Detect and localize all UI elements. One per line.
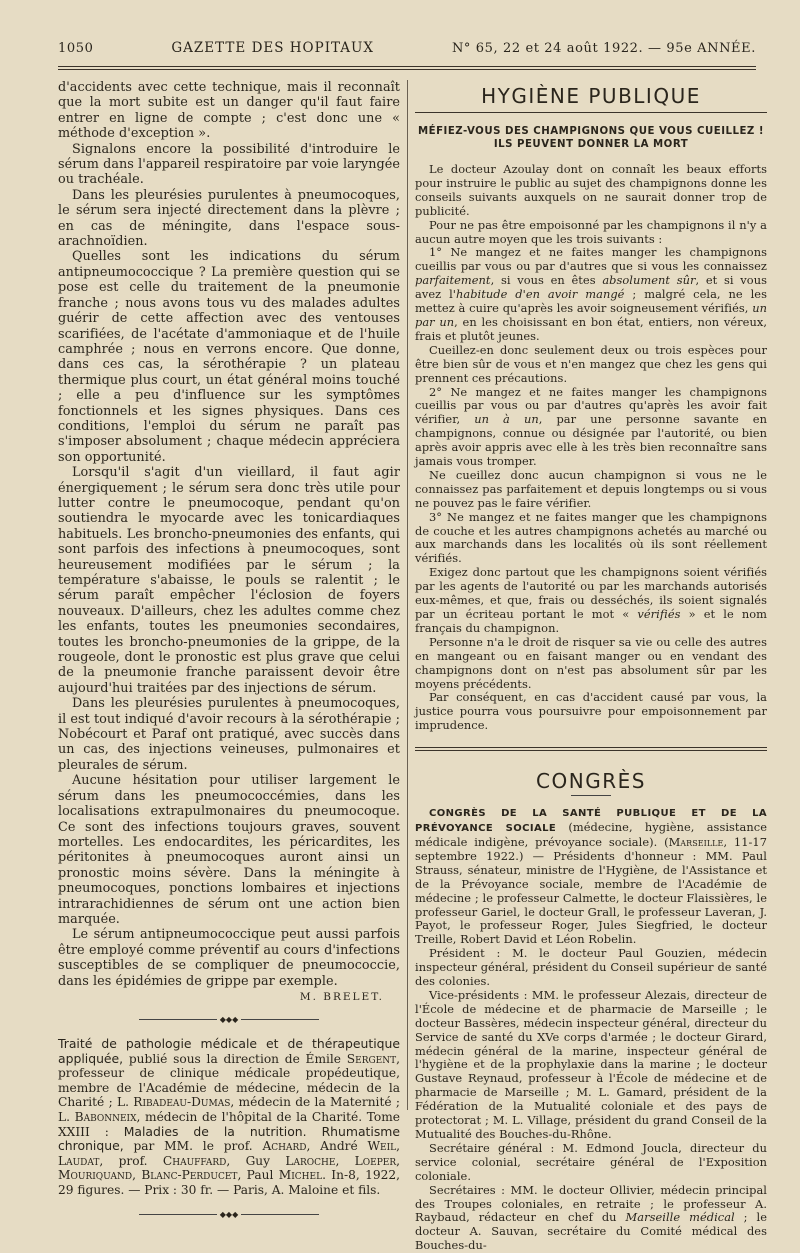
article-title-line: ILS PEUVENT DONNER LA MORT — [493, 139, 689, 150]
book-text: , professeur de clinique médicale propédeutique, membre de l'Académie de médecine, médecin de la Charité ; L. — [58, 1051, 400, 1110]
book-text: , — [396, 1139, 400, 1154]
book-text: , Guy — [226, 1153, 286, 1168]
paragraph: Par conséquent, en cas d'accident causé par vous, la justice pourra vous poursuivre pour empoisonnement par imprudence. — [415, 690, 767, 733]
text: (médecine, hygiène, assistance médicale indigène, prévoyance sociale). ( — [415, 820, 767, 849]
header-rule-bottom — [58, 69, 756, 70]
book-notice — [58, 1037, 400, 1198]
paragraph: Signalons encore la possibilité d'introduire le sérum dans l'appareil respiratoire par voie laryngée ou trachéale. — [58, 141, 400, 188]
author-name: Chauffard — [162, 1153, 227, 1168]
paragraph — [415, 246, 767, 343]
section-heading: HYGIÈNE PUBLIQUE — [481, 84, 701, 108]
author-name: Ribadeau-Dumas — [133, 1095, 231, 1110]
book-text: , André — [306, 1139, 368, 1154]
text: Exigez donc partout que les champignons soient vérifiés par les agents de l'autorité ou par les marchands autorisés eux-mêmes, et que, frais ou desséchés, ils soient signalés par un écriteau portant le mot « — [415, 565, 767, 621]
book-subtitle: Maladies de la nutrition. Rhumatisme chronique, — [58, 1123, 400, 1154]
paragraph: Président : M. le docteur Paul Gouzien, médecin inspecteur général, président du Conseil supérieur de santé des colonies. — [415, 946, 767, 989]
author-signature: M. BRELET. — [299, 990, 384, 1003]
book-text: , — [335, 1153, 355, 1168]
book-text: , Paul — [237, 1168, 279, 1183]
right-column — [415, 80, 768, 1253]
author-name: Mouriquand — [58, 1168, 133, 1183]
book-text: , médecin de la Maternité ; L. — [58, 1095, 400, 1124]
paragraph: Secrétaire général : M. Edmond Joucla, directeur du service colonial, secrétaire général de l'Exposition coloniale. — [415, 1140, 767, 1183]
running-header — [58, 40, 756, 62]
author-name: Laudat — [58, 1153, 100, 1168]
text: , 11-17 septembre 1922.) — Présidents d'honneur : MM. Paul Strauss, sénateur, ministre de l'Hygiène, de l'Assistance et de la Prévoyance sociale, membre de l'Académie de médecine ; le professeur Calmette, le docteur Flaissières, le professeur Gariel, le docteur Grall, le professeur Laveran, J. Payot, le professeur Roger, Jules Siegfried, le docteur Treille, Robert David et Léon Robelin. — [415, 834, 767, 947]
text: 1° Ne mangez et ne faites manger les champignons cueillis par vous ou par d'autres que si vous les connaissez — [415, 245, 767, 274]
congress-title: CONGRÈS DE LA SANTÉ PUBLIQUE ET DE LA PRÉVOYANCE SOCIALE — [415, 808, 767, 835]
divider-line — [241, 1019, 319, 1020]
paragraph: Aucune hésitation pour utiliser largement le sérum dans les pneumococcémies, dans les localisations extrapulmonaires du pneumocoque. Ce sont des infections toujours graves, souvent mortelles. Les endocardites, les péricardites, les péritonites à pneumocoques auront ainsi un pronostic moins sévère. Dans la méningite à pneumocoques, ponctions lombaires et injections intrarachidiennes de sérum ont une action bien marquée. — [58, 773, 400, 927]
publication-title: GAZETTE DES HOPITAUX — [171, 40, 375, 56]
divider-line — [139, 1214, 217, 1215]
italic-text: habitude d'en avoir mangé — [455, 287, 625, 302]
page-number: 1050 — [58, 41, 94, 56]
paragraph: Vice-présidents : MM. le professeur Alezais, directeur de l'École de médecine et de pharmacie de Marseille ; le docteur Bassères, médecin inspecteur général, directeur du Service de santé du XVe corps d'armée ; le docteur Girard, médecin général de la marine, inspecteur général de l'hygiène et de la prophylaxie dans la marine ; le docteur Gustave Reynaud, professeur à l'École de médecine et de pharmacie de Marseille ; M. L. Gamard, président de la Fédération de la Mutualité coloniale et des pays de protectorat ; M. L. Village, président du grand Conseil de la Mutualité des Bouches-du-Rhône. — [415, 987, 767, 1141]
ornament-icon: ◆◆◆ — [219, 1210, 239, 1219]
italic-text: parfaitement — [415, 273, 491, 288]
paragraph: Quelles sont les indications du sérum antipneumococcique ? La première question qui se pose est celle du traitement de la pneumonie franche ; nous avons tous vu des malades adultes guérir de cette affection avec des ventouses scarifiées, de l'acétate d'ammoniaque et de l'huile camphrée ; nous en verrons encore. Que donne, dans ces cas, la sérothérapie ? un plateau thermique plus court, un état général moins touché ; elle a peu d'influence sur les symptômes fonctionnels et les signes physiques. Dans ces conditions, l'emploi du sérum ne paraît pas s'imposer absolument ; chaque médecin appréciera son opportunité. — [58, 249, 400, 465]
book-text: , prof. — [99, 1153, 163, 1168]
paragraph: d'accidents avec cette technique, mais il reconnaît que la mort subite est un danger qu'il faut faire entrer en ligne de compte ; c'est donc une « méthode d'exception ». — [58, 80, 400, 142]
text: , si vous en êtes — [490, 273, 603, 288]
paragraph: Dans les pleurésies purulentes à pneumocoques, il est tout indiqué d'avoir recours à la sérothérapie ; Nobécourt et Paraf ont pratiqué, avec succès dans un cas, des injections veineuses, pulmonaires et pleurales de sérum. — [58, 696, 400, 773]
author-name: Sergent — [346, 1051, 397, 1066]
section-rule — [415, 112, 767, 113]
column-divider — [407, 80, 408, 1110]
author-name: Loeper — [354, 1153, 397, 1168]
author-name: Laroche — [285, 1153, 336, 1168]
text: » et le nom français du champignon. — [415, 607, 767, 635]
author-name: Achard — [262, 1139, 307, 1154]
paragraph: Personne n'a le droit de risquer sa vie ou celle des autres en mangeant ou en faisant manger ou en vendant des champignons dont on n'est pas absolument sûr par les moyens précédents. — [415, 634, 767, 691]
author-name: Babonneix — [74, 1109, 137, 1124]
book-text: publié sous la direction de Émile — [123, 1051, 347, 1066]
section-double-rule — [415, 747, 767, 751]
italic-text: vérifiés — [637, 607, 681, 621]
book-text: , — [396, 1153, 400, 1168]
italic-text: Marseille médical — [625, 1210, 735, 1225]
text: Secrétaires : MM. le docteur Ollivier, médecin principal des Troupes coloniales, en retraite ; le professeur A. Raybaud, rédacteur en chef du — [415, 1182, 767, 1225]
book-text: . In-8, 1922, 29 figures. — Prix : 30 fr. — Paris, A. Maloine et fils. — [58, 1168, 400, 1197]
text: , par une personne savante en champignons, connue ou désignée par l'autorité, ou bien après avoir appris avec elle à les très bien reconnaître sans jamais vous tromper. — [415, 412, 767, 469]
paragraph: Pour ne pas être empoisonné par les champignons il n'y a aucun autre moyen que les trois suivants : — [415, 217, 767, 246]
section-heading: CONGRÈS — [536, 769, 646, 794]
book-text: , — [132, 1168, 142, 1183]
paragraph: Le docteur Azoulay dont on connaît les beaux efforts pour instruire le public au sujet des champignons donne les conseils suivants auxquels on ne saurait donner trop de publicité. — [415, 162, 767, 218]
paragraph: Dans les pleurésies purulentes à pneumocoques, le sérum sera injecté directement dans la plèvre ; en cas de méningite, dans l'espace sous-arachnoïdien. — [58, 187, 400, 250]
paragraph — [415, 806, 767, 947]
text: , en les choisissant en bon état, entiers, non véreux, frais et plutôt jeunes. — [415, 314, 767, 343]
left-column — [58, 80, 400, 1219]
ornamental-divider — [58, 1206, 400, 1224]
paragraph — [415, 386, 767, 469]
text: , et si vous avez l' — [415, 273, 767, 302]
book-title: Traité de pathologie médicale et de thérapeutique appliquée, — [58, 1035, 400, 1066]
article-title-line: MÉFIEZ-VOUS DES CHAMPIGNONS QUE VOUS CUEILLEZ ! — [417, 126, 765, 137]
text: 2° Ne mangez et ne faites manger les champignons cueillis par vous ou par d'autres qu'après les avoir fait vérifier, — [415, 384, 767, 427]
paragraph: 3° Ne mangez et ne faites manger que les champignons de couche et les autres champignons achetés au marché ou aux marchands dans les localités où ils sont réellement vérifiés. — [415, 509, 767, 566]
header-rule-top — [58, 66, 756, 67]
paragraph — [415, 566, 767, 636]
place-name: Marseille — [668, 834, 724, 849]
italic-text: un par un — [415, 301, 767, 329]
paragraph: Cueillez-en donc seulement deux ou trois espèces pour être bien sûr de vous et n'en mangez que chez les gens qui prennent ces précautions. — [415, 342, 767, 385]
author-name: Blanc-Perducet — [141, 1168, 238, 1183]
paragraph: Lorsqu'il s'agit d'un vieillard, il faut agir énergiquement ; le sérum sera donc très utile pour lutter contre le pneumocoque, pendant qu'on soutiendra le myocarde avec les tonicardiaques habituels. Les broncho-pneumonies des enfants, qui sont parfois des infections à pneumocoques, sont heureusement modifiées par le sérum ; la température s'abaisse, le pouls se ralentit ; le sérum paraît empêcher l'éclosion de foyers nouveaux. D'ailleurs, chez les adultes comme chez les enfants, toutes les pneumonies secondaires, toutes les broncho-pneumonies de la grippe, de la rougeole, dont le pronostic est plus grave que celui de la pneumonie franche paraissent devoir être aujourd'hui traitées par des injections de sérum. — [58, 465, 400, 696]
book-text: , médecin de l'hôpital de la Charité. Tome XXIII : — [58, 1109, 400, 1139]
divider-line — [241, 1214, 319, 1215]
paragraph: Ne cueillez donc aucun champignon si vous ne le connaissez pas parfaitement et depuis longtemps ou si vous ne pouvez pas le faire vérifier. — [415, 467, 767, 510]
italic-text: un à un — [474, 412, 539, 427]
book-text: par MM. le prof. — [123, 1139, 263, 1154]
paragraph — [415, 1184, 767, 1253]
divider-line — [139, 1019, 217, 1020]
text: ; malgré cela, ne les mettez à cuire qu'après les avoir soigneusement vérifiés, — [415, 287, 767, 316]
italic-text: absolument sûr — [602, 273, 696, 288]
issue-info: N° 65, 22 et 24 août 1922. — 95e ANNÉE. — [451, 41, 756, 56]
ornamental-divider — [58, 1011, 400, 1029]
text: ; le docteur A. Sauvan, secrétaire du Comité médical des Bouches-du- — [415, 1210, 768, 1253]
author-name: Weil — [367, 1139, 397, 1154]
paragraph: Le sérum antipneumococcique peut aussi parfois être employé comme préventif au cours d'infections susceptibles de se compliquer de pneumococcie, dans les épidémies de grippe par exemple. — [58, 927, 400, 989]
ornament-icon: ◆◆◆ — [219, 1015, 239, 1025]
section-short-rule — [571, 795, 611, 796]
author-name: Michel — [278, 1168, 323, 1183]
article-title — [415, 125, 767, 151]
